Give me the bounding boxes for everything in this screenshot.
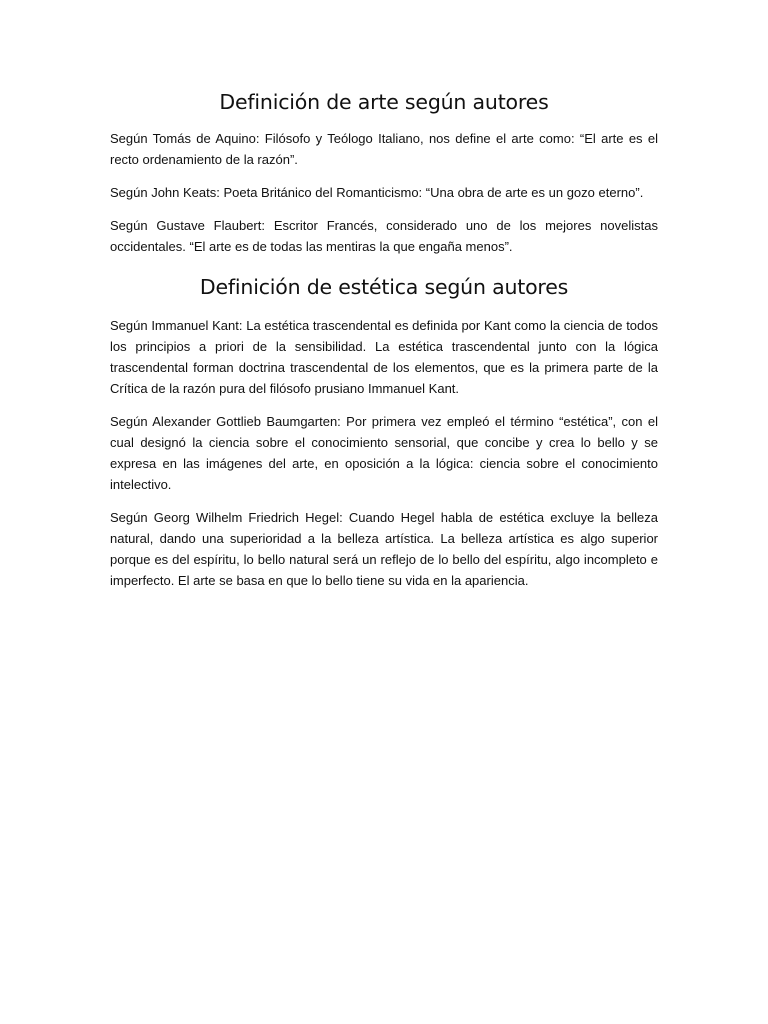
section-title-estetica: Definición de estética según autores <box>199 275 569 299</box>
document-page <box>110 84 658 603</box>
paragraph-kant: Según Immanuel Kant: La estética trascendental es definida por Kant como la ciencia de todos los principios a priori de la sensibilidad. La estética trascendental junto con la lógica trascendental forman doctrina trascendental de los elementos, que es la primera parte de la Crítica de la razón pura del filósofo prusiano Immanuel Kant. <box>110 318 658 396</box>
paragraph-flaubert: Según Gustave Flaubert: Escritor Francés, considerado uno de los mejores novelistas occidentales. “El arte es de todas las mentiras la que engaña menos”. <box>110 218 658 254</box>
paragraph-keats: Según John Keats: Poeta Británico del Romanticismo: “Una obra de arte es un gozo eterno”. <box>110 185 644 200</box>
paragraph-baumgarten: Según Alexander Gottlieb Baumgarten: Por primera vez empleó el término “estética”, con el cual designó la ciencia sobre el conocimiento sensorial, que concibe y crea lo bello y se expresa en las imágenes del arte, en oposición a la lógica: ciencia sobre el conocimiento intelectivo. <box>110 414 658 492</box>
paragraph-hegel: Según Georg Wilhelm Friedrich Hegel: Cuando Hegel habla de estética excluye la belleza natural, dando una superioridad a la belleza artística. La belleza artística es algo superior porque es del espíritu, lo bello natural será un reflejo de lo bello del espíritu, algo incompleto e imperfecto. El arte se basa en que lo bello tiene su vida en la apariencia. <box>110 510 658 588</box>
paragraph-aquino: Según Tomás de Aquino: Filósofo y Teólogo Italiano, nos define el arte como: “El arte es el recto ordenamiento de la razón”. <box>110 131 658 167</box>
section-title-arte: Definición de arte según autores <box>219 90 549 114</box>
